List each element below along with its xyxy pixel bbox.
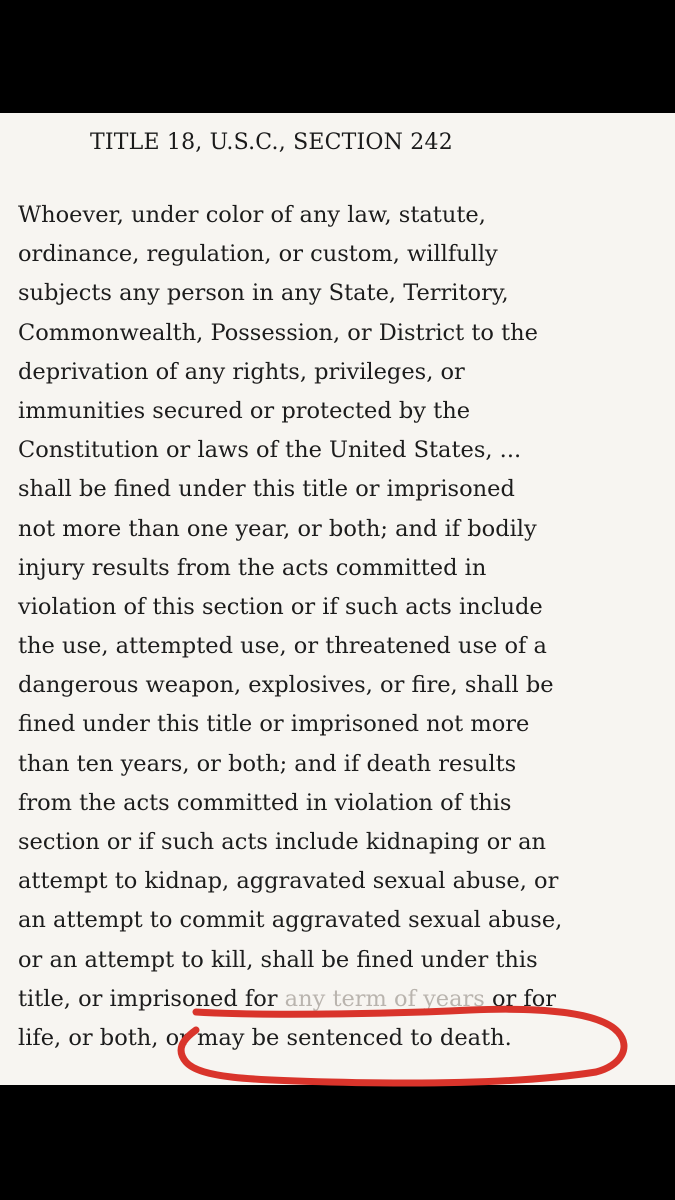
text-line: deprivation of any rights, privileges, or (18, 358, 465, 385)
text-line: shall be fined under this title or imprisoned (18, 476, 515, 503)
text-line: Constitution or laws of the United States, ... (18, 437, 522, 464)
text-line-death-sentence: life, or both, or may be sentenced to death. (18, 1024, 512, 1051)
text-line: than ten years, or both; and if death results (18, 750, 517, 777)
statute-text (18, 196, 562, 1058)
text-line: an attempt to commit aggravated sexual abuse, (18, 907, 563, 934)
text-line: or an attempt to kill, shall be fined under this (18, 946, 538, 973)
obscured-text: any term of years (284, 985, 485, 1012)
text-line: immunities secured or protected by the (18, 397, 471, 424)
text-line-penalty (18, 980, 562, 1019)
text-line: injury results from the acts committed in (18, 554, 487, 581)
text-line: Commonwealth, Possession, or District to the (18, 319, 538, 346)
document-title: TITLE 18, U.S.C., SECTION 242 (90, 130, 453, 155)
text-line: not more than one year, or both; and if bodily (18, 515, 537, 542)
text-line: Whoever, under color of any law, statute, (18, 202, 486, 228)
text-after-obscured: or for (484, 985, 557, 1012)
text-line: subjects any person in any State, Territory, (18, 280, 509, 307)
text-line: ordinance, regulation, or custom, willfully (18, 241, 498, 268)
text-line: section or if such acts include kidnaping or an (18, 829, 547, 855)
text-line: violation of this section or if such acts include (18, 593, 543, 620)
text-before-obscured: title, or imprisoned for (18, 985, 285, 1012)
text-line: dangerous weapon, explosives, or fire, shall be (18, 672, 554, 699)
text-line: attempt to kidnap, aggravated sexual abuse, or (18, 868, 559, 895)
text-line: the use, attempted use, or threatened use of a (18, 633, 547, 660)
text-line: fined under this title or imprisoned not more (18, 711, 530, 738)
text-line: from the acts committed in violation of this (18, 789, 512, 816)
